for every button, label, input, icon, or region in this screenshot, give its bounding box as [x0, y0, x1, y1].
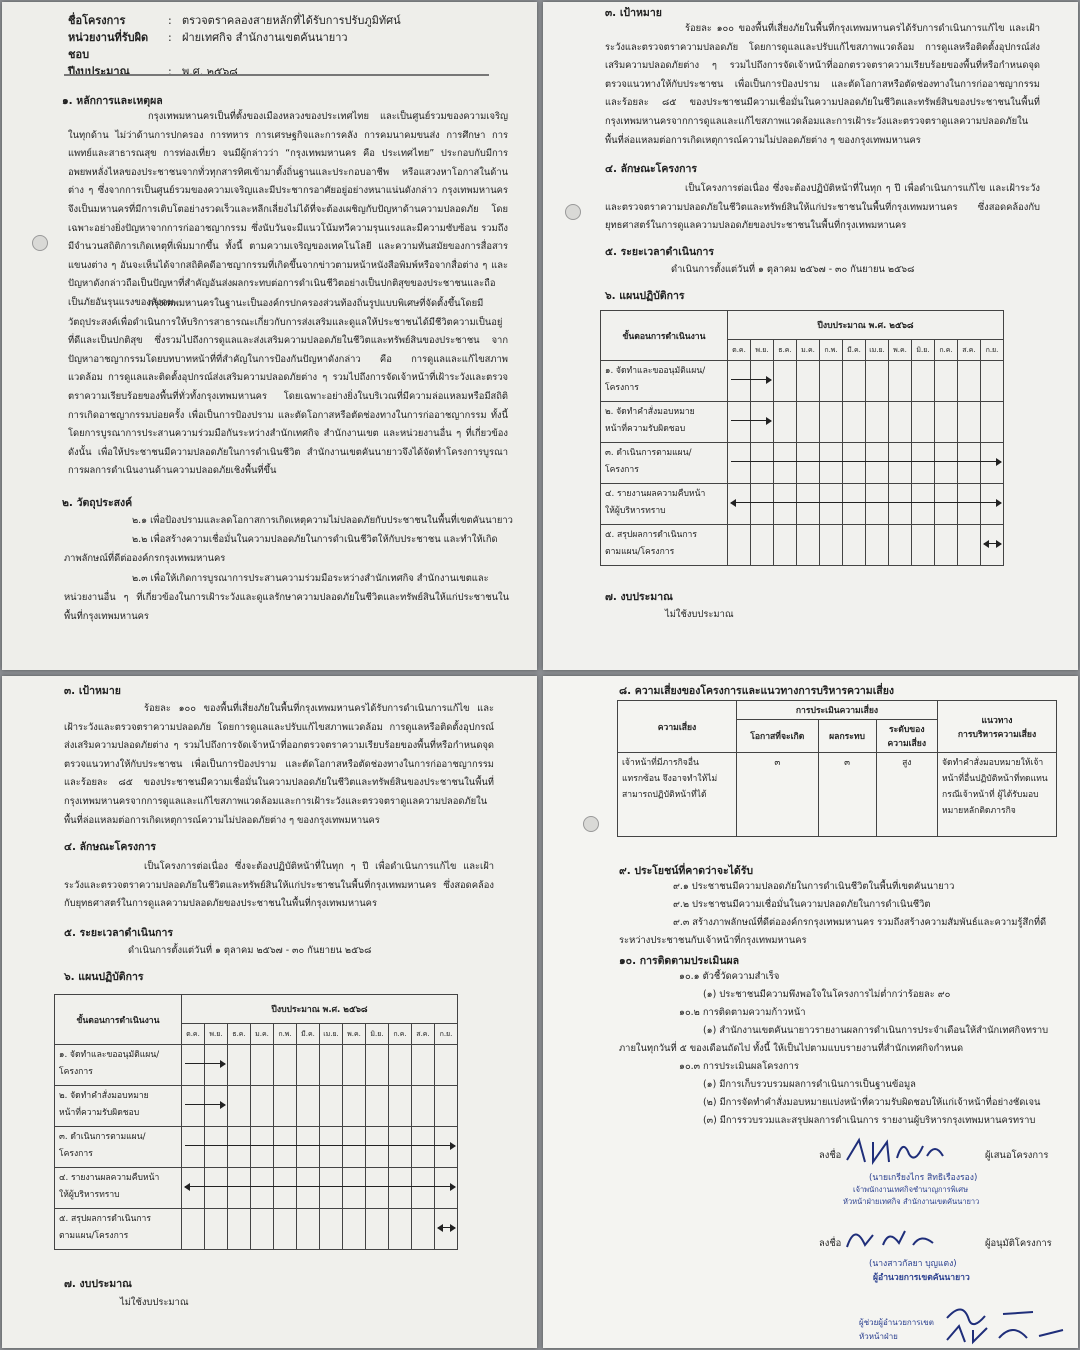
gantt-cell: [774, 361, 797, 402]
level-header: [876, 720, 937, 753]
gantt-bar-1: [731, 379, 771, 380]
gantt-task: [601, 443, 728, 484]
gantt-cell: [297, 1127, 320, 1168]
gantt-cell: [981, 361, 1004, 402]
gantt-task-line: โครงการ: [605, 465, 639, 475]
punch-hole: [565, 204, 581, 220]
signature-approver: [843, 1221, 963, 1255]
proposer-role: ผู้เสนอโครงการ: [985, 1150, 1049, 1161]
sign-label: ลงชื่อ: [819, 1238, 842, 1249]
gantt-month-header: ธ.ค.: [774, 340, 797, 361]
gantt-bar-4: [185, 1186, 455, 1187]
paragraph: เป็นโครงการต่อเนื่อง ซึ่งจะต้องปฏิบัติหน้าที่ในทุก ๆ ปี เพื่อดำเนินการแก้ไข และเฝ้าระวังและตรวจตราความปลอดภัยในชีวิตและทรัพย์สินให้แก่ประชาชนในพื้นที่กรุงเทพมหานคร ซึ่งสอดคล้องกับยุทธศาสตร์ในการดูแลความปลอดภัยของประชาชนในพื้นที่กรุงเทพมหานคร: [605, 183, 1040, 232]
gantt-cell: [728, 443, 751, 484]
guide-header: [938, 701, 1057, 753]
level-header-line: ระดับของ: [889, 725, 925, 735]
section-heading: ๒. วัตถุประสงค์: [62, 497, 133, 509]
paragraph: กรุงเทพมหานครเป็นที่ตั้งของเมืองหลวงของประเทศไทย และเป็นศูนย์รวมของความเจริญในทุกด้าน ไม่ว่าด้านการปกครอง การทหาร การเศรษฐกิจและการคลัง การคมนาคมขนส่ง การศึกษา การแพทย์และสาธารณสุข การท่องเที่ยว จนมีผู้กล่าวว่า “กรุงเทพมหานคร คือ ประเทศไทย” ประกอบกับมีการอพยพหลั่งไหลของประชาชนจากทั่วทุกสารทิศเข้ามาตั้งถิ่นฐานและประกอบอาชีพ หรือแสวงหาโอกาสในด้านต่าง ๆ ซึ่งจากการเป็นศูนย์รวมของความเจริญและมีประชากรอาศัยอยู่อย่างหนาแน่นดังกล่าว กรุงเทพมหานครจึงเป็นมหานครที่มีการเติบโตอย่างรวดเร็วและหลีกเลี่ยงไม่ได้ที่จะต้องเผชิญกับปัญหาด้านความปลอดภัย โดยเฉพาะอย่างยิ่งปัญหาจากการก่ออาชญากรรม ซึ่งนับวันจะมีแนวโน้มทวีความรุนแรงและมีความซับซ้อน รวมถึงมีจำนวนสถิติการเกิดเหตุที่เพิ่มมากขึ้น ทั้งนี้ ตามความเจริญของเทคโนโลยี และความทันสมัยของการสื่อสารแขนงต่าง ๆ อันจะเห็นได้จากสถิติคดีอาชญากรรมที่เกิดขึ้นจากข่าวตามหน้าหนังสือพิมพ์หรือจากสื่อต่าง ๆ และปัญหาดังกล่าวถือเป็นปัญหาที่สำคัญอันส่งผลกระทบต่อการดำเนินชีวิตอย่างเป็นปกติสุขของประชาชนและถือเป็นภัยอันรุนแรงของสังคม: [68, 111, 508, 308]
page-3: [2, 676, 537, 1348]
gantt-cell: [728, 402, 751, 443]
gantt-cell: [958, 443, 981, 484]
gantt-grid: [54, 994, 458, 1250]
list-item: (๑) ประชาชนมีความพึงพอใจในโครงการไม่ต่ำกว่าร้อยละ ๙๐: [703, 989, 951, 1000]
gantt-cell: [205, 1127, 228, 1168]
gantt-cell: [182, 1045, 205, 1086]
gantt-cell: [774, 525, 797, 566]
gantt-month-header: ก.พ.: [820, 340, 843, 361]
paragraph: ไม่ใช้งบประมาณ: [120, 1297, 189, 1308]
gantt-cell: [343, 1045, 366, 1086]
gantt-task: [55, 1045, 182, 1086]
gantt-cell: [366, 1086, 389, 1127]
gantt-month-header: พ.ย.: [751, 340, 774, 361]
list-item: ๑๐.๑ ตัวชี้วัดความสำเร็จ: [679, 971, 780, 982]
gantt-cell: [366, 1209, 389, 1250]
gantt-cell: [889, 443, 912, 484]
list-item: ๒.๒ เพื่อสร้างความเชื่อมั่นในความปลอดภัยในการดำเนินชีวิตให้กับประชาชน และทำให้เกิด: [132, 534, 498, 545]
gantt-cell: [866, 402, 889, 443]
gantt-cell: [797, 402, 820, 443]
gantt-cell: [797, 361, 820, 402]
eval-header: การประเมินความเสี่ยง: [737, 701, 938, 720]
gantt-cell: [228, 1209, 251, 1250]
gantt-cell: [297, 1086, 320, 1127]
list-item: ๒.๑ เพื่อป้องปรามและลดโอกาสการเกิดเหตุความไม่ปลอดภัยกับประชาชนในพื้นที่เขตคันนายาว: [132, 515, 513, 526]
section-heading: ๓. เป้าหมาย: [605, 7, 662, 19]
bottom-note: หัวหน้าฝ่าย: [859, 1332, 898, 1341]
gantt-task-line: หน้าที่ความรับผิดชอบ: [59, 1108, 140, 1118]
gantt-cell: [889, 402, 912, 443]
gantt-cell: [274, 1209, 297, 1250]
gantt-cell: [797, 443, 820, 484]
gantt-cell: [820, 443, 843, 484]
project-meta: ชื่อโครงการ : ตรวจตราคลองสายหลักที่ได้รับการปรับภูมิทัศน์ หน่วยงานที่รับผิดชอบ : ฝ่ายเทศกิจ สำนักงานเขตคันนายาว ปีงบประมาณ : พ.ศ. ๒๕๖๘: [68, 14, 401, 78]
gantt-month-header: ธ.ค.: [228, 1024, 251, 1045]
gantt-cell: [843, 361, 866, 402]
paragraph: ดำเนินการตั้งแต่วันที่ ๑ ตุลาคม ๒๕๖๗ - ๓๐ กันยายน ๒๕๖๘: [128, 945, 372, 956]
prob-cell: ๓: [737, 753, 819, 837]
gantt-task-line: ๓. ดำเนินการตามแผน/: [605, 448, 692, 458]
list-item: ระหว่างประชาชนกับเจ้าหน้าที่กรุงเทพมหานคร: [619, 935, 807, 946]
gantt-task: [601, 525, 728, 566]
paragraph: ร้อยละ ๑๐๐ ของพื้นที่เสี่ยงภัยในพื้นที่กรุงเทพมหานครได้รับการดำเนินการแก้ไข และเฝ้าระวังและตรวจตราความปลอดภัย โดยการดูแลและปรับแก้ไขสภาพแวดล้อม การดูแลหรือติดตั้งอุปกรณ์ส่งเสริมความปลอดภัยต่าง ๆ รวมไปถึงการจัดเจ้าหน้าที่ออกตรวจตราความเรียบร้อยของพื้นที่หรือกำหนดจุดตรวจแนวทางให้กับประชาชน เพื่อเป็นการป้องปราม และตัดโอกาสหรือตัดช่องทางในการก่ออาชญากรรม และร้อยละ ๘๕ ของประชาชนมีความเชื่อมั่นในความปลอดภัยในชีวิตและทรัพย์สินของประชาชนในพื้นที่กรุงเทพมหานครจากการดูแลและแก้ไขสภาพแวดล้อมและการเฝ้าระวังและตรวจตราดูแลความปลอดภัยในพื้นที่ล่อแหลมต่อการเกิดเหตุการณ์ความไม่ปลอดภัยต่าง ๆ ของกรุงเทพมหานคร: [64, 703, 494, 826]
gantt-task-line: ๒. จัดทำคำสั่งมอบหมาย: [59, 1091, 149, 1101]
gantt-cell: [958, 402, 981, 443]
gantt-month-header: เม.ย.: [320, 1024, 343, 1045]
list-item: หน่วยงานอื่น ๆ ที่เกี่ยวข้องในการเฝ้าระวังและดูแลรักษาความปลอดภัยในชีวิตและทรัพย์สินให้แก่ประชาชนในพื้นที่กรุงเทพมหานคร: [64, 592, 509, 622]
gantt-cell: [389, 1127, 412, 1168]
gantt-budget-header: ปีงบประมาณ พ.ศ. ๒๕๖๘: [728, 311, 1004, 340]
proposer-name: (นายเกรียงไกร สิทธิเรืองรอง): [869, 1173, 978, 1183]
gantt-task: [601, 484, 728, 525]
bottom-note: ผู้ช่วยผู้อำนวยการเขต: [859, 1318, 934, 1327]
paragraph: ร้อยละ ๑๐๐ ของพื้นที่เสี่ยงภัยในพื้นที่กรุงเทพมหานครได้รับการดำเนินการแก้ไข และเฝ้าระวังและตรวจตราความปลอดภัย โดยการดูแลและปรับแก้ไขสภาพแวดล้อม การดูแลหรือติดตั้งอุปกรณ์ส่งเสริมความปลอดภัยต่าง ๆ รวมไปถึงการจัดเจ้าหน้าที่ออกตรวจตราความเรียบร้อยของพื้นที่หรือกำหนดจุดตรวจแนวทางให้กับประชาชน เพื่อเป็นการป้องปราม และตัดโอกาสหรือตัดช่องทางในการก่ออาชญากรรม และร้อยละ ๘๕ ของประชาชนมีความเชื่อมั่นในความปลอดภัยในชีวิตและทรัพย์สินของประชาชนในพื้นที่กรุงเทพมหานครจากการดูแลและแก้ไขสภาพแวดล้อมและการเฝ้าระวังและตรวจตราดูแลความปลอดภัยในพื้นที่ล่อแหลมต่อการเกิดเหตุการณ์ความไม่ปลอดภัยต่าง ๆ ของกรุงเทพมหานคร: [605, 23, 1040, 146]
gantt-bar-2: [185, 1104, 225, 1105]
gantt-cell: [366, 1127, 389, 1168]
gantt-cell: [297, 1168, 320, 1209]
gantt-cell: [412, 1127, 435, 1168]
section-heading: ๘. ความเสี่ยงของโครงการและแนวทางการบริหารความเสี่ยง: [619, 685, 894, 697]
list-item: (๒) มีการจัดทำคำสั่งมอบหมายแบ่งหน้าที่ความรับผิดชอบให้แก่เจ้าหน้าที่อย่างชัดเจน: [703, 1097, 1041, 1108]
level-header-line: ความเสี่ยง: [887, 739, 927, 749]
page-2: [543, 2, 1078, 670]
gantt-task-line: ๔. รายงานผลความคืบหน้า: [605, 489, 706, 499]
gantt-budget-header: ปีงบประมาณ พ.ศ. ๒๕๖๘: [182, 995, 458, 1024]
risk-table: [617, 700, 1057, 837]
gantt-cell: [912, 443, 935, 484]
gantt-cell: [205, 1209, 228, 1250]
gantt-cell: [889, 525, 912, 566]
gantt-task-line: โครงการ: [59, 1149, 93, 1159]
gantt-cell: [228, 1168, 251, 1209]
gantt-task: [55, 1168, 182, 1209]
gantt-cell: [820, 402, 843, 443]
page-4: [543, 676, 1078, 1348]
risk-header: ความเสี่ยง: [618, 701, 737, 753]
paragraph: กรุงเทพมหานครในฐานะเป็นองค์กรปกครองส่วนท้องถิ่นรูปแบบพิเศษที่จัดตั้งขึ้นโดยมีวัตถุประสงค์เพื่อดำเนินการให้บริการสาธารณะเกี่ยวกับการส่งเสริมและดูแลให้ประชาชนได้มีชีวิตความเป็นอยู่ที่ดีและเป็นปกติสุข ซึ่งรวมไปถึงการดูแลและส่งเสริมความปลอดภัยในชีวิตและทรัพย์สินของประชาชน จากปัญหาอาชญากรรมโดยบทบาทหน้าที่ที่สำคัญในการป้องกันปัญหาดังกล่าว คือ การดูแลและแก้ไขสภาพแวดล้อม การดูแลและติดตั้งอุปกรณ์ส่งเสริมความปลอดภัยต่าง ๆ รวมไปถึงการจัดเจ้าหน้าที่เฝ้าระวังและตรวจตราความเรียบร้อยของพื้นที่ทั่วทั้งกรุงเทพมหานคร โดยเฉพาะอย่างยิ่งในบริเวณที่มีความล่อแหลมหรือมีสถิติการเกิดอาชญากรรมบ่อยครั้ง เพื่อเป็นการป้องปราม และตัดโอกาสหรือตัดช่องทางในการก่ออาชญากรรม ทั้งนี้ โดยการบูรณาการประสานความร่วมมือกันระหว่างสำนักเทศกิจ สำนักงานเขต และหน่วยงานอื่น ๆ ที่เกี่ยวข้อง ดังนั้น เพื่อให้ประชาชนมีความปลอดภัยในการดำเนินชีวิต สำนักงานเขตคันนายาวจึงได้จัดทำโครงการบูรณาการผลการดำเนินงานด้านความปลอดภัยเชิงพื้นที่ขึ้น: [68, 298, 508, 477]
gantt-cell: [412, 1086, 435, 1127]
gantt-cell: [912, 402, 935, 443]
gantt-cell: [297, 1045, 320, 1086]
gantt-cell: [412, 1045, 435, 1086]
gantt-cell: [389, 1045, 412, 1086]
gantt-cell: [320, 1127, 343, 1168]
gantt-cell: [751, 525, 774, 566]
gantt-task: [55, 1086, 182, 1127]
gantt-cell: [228, 1045, 251, 1086]
gantt-task: [601, 361, 728, 402]
gantt-task-line: ตามแผน/โครงการ: [605, 547, 675, 557]
approver-name: (นางสาวกัลยา บุญแตง): [869, 1259, 957, 1269]
gantt-cell: [935, 525, 958, 566]
gantt-task-line: ตามแผน/โครงการ: [59, 1231, 129, 1241]
gantt-bar-3: [731, 461, 1001, 462]
gantt-month-header: ก.ย.: [981, 340, 1004, 361]
meta-value: พ.ศ. ๒๕๖๘: [182, 65, 238, 78]
section-heading: ๗. งบประมาณ: [605, 591, 673, 603]
gantt-month-header: ต.ค.: [182, 1024, 205, 1045]
gantt-task-line: โครงการ: [59, 1067, 93, 1077]
gantt-task: [55, 1127, 182, 1168]
gantt-cell: [343, 1168, 366, 1209]
gantt-cell: [343, 1086, 366, 1127]
gantt-task-line: โครงการ: [605, 383, 639, 393]
gantt-month-header: ก.ย.: [435, 1024, 458, 1045]
section-heading: ๑. หลักการและเหตุผล: [62, 95, 163, 107]
list-item: ๙.๒ ประชาชนมีความเชื่อมั่นในความปลอดภัยในการดำเนินชีวิต: [673, 899, 931, 910]
gantt-month-header: พ.ย.: [205, 1024, 228, 1045]
gantt-task-line: ๑. จัดทำและขออนุมัติแผน/: [59, 1050, 160, 1060]
proposer-title: เจ้าพนักงานเทศกิจชำนาญการพิเศษ: [853, 1185, 969, 1194]
gantt-month-header: มี.ค.: [843, 340, 866, 361]
gantt-cell: [435, 1045, 458, 1086]
level-cell: สูง: [876, 753, 937, 837]
gantt-task: [55, 1209, 182, 1250]
list-item: ๑๐.๒ การติดตามความก้าวหน้า: [679, 1007, 806, 1018]
gantt-step-header: ขั้นตอนการดำเนินงาน: [55, 995, 182, 1045]
list-item: (๓) มีการรวบรวมและสรุปผลการดำเนินการ รายงานผู้บริหารกรุงเทพมหานครทราบ: [703, 1115, 1036, 1126]
gantt-cell: [774, 484, 797, 525]
impact-header: ผลกระทบ: [818, 720, 876, 753]
gantt-cell: [251, 1086, 274, 1127]
gantt-cell: [366, 1045, 389, 1086]
gantt-cell: [797, 484, 820, 525]
signature-proposer: [843, 1134, 973, 1168]
gantt-step-header: ขั้นตอนการดำเนินงาน: [601, 311, 728, 361]
meta-value: ตรวจตราคลองสายหลักที่ได้รับการปรับภูมิทัศน์: [182, 14, 401, 27]
gantt-cell: [958, 525, 981, 566]
gantt-cell: [251, 1127, 274, 1168]
gantt-cell: [274, 1045, 297, 1086]
gantt-month-header: ส.ค.: [958, 340, 981, 361]
gantt-month-header: มิ.ย.: [366, 1024, 389, 1045]
gantt-cell: [866, 361, 889, 402]
gantt-cell: [958, 484, 981, 525]
gantt-grid: [600, 310, 1004, 566]
paragraph: ดำเนินการตั้งแต่วันที่ ๑ ตุลาคม ๒๕๖๗ - ๓๐ กันยายน ๒๕๖๘: [671, 264, 915, 275]
gantt-task-line: ๕. สรุปผลการดำเนินการ: [59, 1214, 151, 1224]
list-item: (๑) สำนักงานเขตคันนายาวรายงานผลการดำเนินการประจำเดือนให้สำนักเทศกิจทราบ: [703, 1025, 1049, 1036]
gantt-cell: [320, 1168, 343, 1209]
gantt-cell: [389, 1168, 412, 1209]
section-heading: ๑๐. การติดตามประเมินผล: [619, 955, 740, 967]
gantt-task-line: ๒. จัดทำคำสั่งมอบหมาย: [605, 407, 695, 417]
gantt-cell: [343, 1127, 366, 1168]
gantt-bar-5: [438, 1227, 455, 1228]
section-heading: ๕. ระยะเวลาดำเนินการ: [64, 927, 174, 939]
header-rule: [64, 74, 489, 76]
prob-header: โอกาสที่จะเกิด: [737, 720, 819, 753]
section-heading: ๔. ลักษณะโครงการ: [605, 163, 698, 175]
gantt-cell: [205, 1168, 228, 1209]
gantt-cell: [866, 443, 889, 484]
gantt-cell: [728, 361, 751, 402]
gantt-month-header: พ.ค.: [889, 340, 912, 361]
gantt-month-header: มี.ค.: [297, 1024, 320, 1045]
paragraph: เป็นโครงการต่อเนื่อง ซึ่งจะต้องปฏิบัติหน้าที่ในทุก ๆ ปี เพื่อดำเนินการแก้ไข และเฝ้าระวังและตรวจตราความปลอดภัยในชีวิตและทรัพย์สินให้แก่ประชาชนในพื้นที่กรุงเทพมหานคร ซึ่งสอดคล้องกับยุทธศาสตร์ในการดูแลความปลอดภัยของประชาชนในพื้นที่กรุงเทพมหานคร: [64, 861, 494, 910]
gantt-cell: [412, 1209, 435, 1250]
guide-header-line: การบริหารความเสี่ยง: [957, 729, 1037, 740]
gantt-task-line: ให้ผู้บริหารทราบ: [59, 1190, 120, 1200]
gantt-cell: [889, 484, 912, 525]
section-heading: ๗. งบประมาณ: [64, 1278, 132, 1290]
gantt-cell: [182, 1209, 205, 1250]
punch-hole: [583, 816, 599, 832]
list-item: ๒.๓ เพื่อให้เกิดการบูรณาการประสานความร่วมมือระหว่างสำนักเทศกิจ สำนักงานเขตและ: [132, 573, 489, 584]
list-item: (๑) มีการเก็บรวบรวมผลการดำเนินการเป็นฐานข้อมูล: [703, 1079, 916, 1090]
gantt-month-header: ม.ค.: [251, 1024, 274, 1045]
list-item: ๙.๑ ประชาชนมีความปลอดภัยในการดำเนินชีวิตในพื้นที่เขตคันนายาว: [673, 881, 955, 892]
gantt-cell: [251, 1209, 274, 1250]
gantt-month-header: ม.ค.: [797, 340, 820, 361]
section-heading: ๖. แผนปฏิบัติการ: [64, 971, 144, 983]
meta-label: ปีงบประมาณ: [68, 65, 130, 78]
sign-label: ลงชื่อ: [819, 1150, 842, 1161]
gantt-cell: [912, 361, 935, 402]
paragraph: ไม่ใช้งบประมาณ: [665, 609, 734, 620]
gantt-month-header: เม.ย.: [866, 340, 889, 361]
gantt-cell: [182, 1127, 205, 1168]
approver-title: ผู้อำนวยการเขตคันนายาว: [873, 1273, 970, 1283]
punch-hole: [32, 235, 48, 251]
guide-cell: จัดทำคำสั่งมอบหมายให้เจ้าหน้าที่อื่นปฏิบัติหน้าที่ทดแทน กรณีเจ้าหน้าที่ ผู้ได้รับมอบหมายหลักติดภารกิจ: [938, 753, 1057, 837]
gantt-cell: [435, 1086, 458, 1127]
gantt-cell: [228, 1127, 251, 1168]
gantt-cell: [274, 1127, 297, 1168]
page-1: [2, 2, 537, 670]
gantt-bar-5: [984, 543, 1001, 544]
section-heading: ๓. เป้าหมาย: [64, 685, 121, 697]
gantt-bar-3: [185, 1145, 455, 1146]
section-heading: ๔. ลักษณะโครงการ: [64, 841, 157, 853]
impact-cell: ๓: [818, 753, 876, 837]
section-heading: ๙. ประโยชน์ที่คาดว่าจะได้รับ: [619, 865, 754, 877]
gantt-cell: [797, 525, 820, 566]
gantt-task-line: ๔. รายงานผลความคืบหน้า: [59, 1173, 160, 1183]
gantt-task: [601, 402, 728, 443]
gantt-cell: [935, 361, 958, 402]
gantt-task-line: ๑. จัดทำและขออนุมัติแผน/: [605, 366, 706, 376]
gantt-month-header: ก.ค.: [389, 1024, 412, 1045]
gantt-cell: [751, 484, 774, 525]
gantt-cell: [912, 484, 935, 525]
gantt-cell: [912, 525, 935, 566]
meta-label: ชื่อโครงการ: [68, 14, 126, 27]
list-item: ภาพลักษณ์ที่ดีต่อองค์กรกรุงเทพมหานคร: [64, 553, 226, 564]
gantt-month-header: ก.พ.: [274, 1024, 297, 1045]
gantt-cell: [958, 361, 981, 402]
gantt-cell: [935, 443, 958, 484]
gantt-month-header: ส.ค.: [412, 1024, 435, 1045]
list-item: ๑๐.๓ การประเมินผลโครงการ: [679, 1061, 799, 1072]
gantt-task-line: ให้ผู้บริหารทราบ: [605, 506, 666, 516]
gantt-cell: [320, 1209, 343, 1250]
gantt-cell: [774, 402, 797, 443]
gantt-cell: [843, 402, 866, 443]
gantt-cell: [251, 1045, 274, 1086]
gantt-cell: [412, 1168, 435, 1209]
gantt-cell: [366, 1168, 389, 1209]
gantt-cell: [343, 1209, 366, 1250]
gantt-cell: [728, 525, 751, 566]
gantt-cell: [820, 525, 843, 566]
gantt-cell: [274, 1086, 297, 1127]
signature-bottom: [943, 1300, 1073, 1346]
gantt-bar-1: [185, 1063, 225, 1064]
gantt-month-header: มิ.ย.: [912, 340, 935, 361]
gantt-task-line: หน้าที่ความรับผิดชอบ: [605, 424, 686, 434]
section-heading: ๖. แผนปฏิบัติการ: [605, 290, 685, 302]
gantt-cell: [320, 1086, 343, 1127]
gantt-month-header: พ.ค.: [343, 1024, 366, 1045]
risk-cell: เจ้าหน้าที่มีภารกิจอื่นแทรกซ้อน จึงอาจทำให้ไม่สามารถปฏิบัติหน้าที่ได้: [618, 753, 737, 837]
proposer-title: หัวหน้าฝ่ายเทศกิจ สำนักงานเขตคันนายาว: [843, 1197, 980, 1206]
gantt-cell: [935, 402, 958, 443]
gantt-cell: [866, 484, 889, 525]
guide-header-line: แนวทาง: [981, 715, 1013, 726]
gantt-cell: [182, 1086, 205, 1127]
approver-role: ผู้อนุมัติโครงการ: [985, 1238, 1052, 1249]
gantt-month-header: ต.ค.: [728, 340, 751, 361]
gantt-task-line: ๓. ดำเนินการตามแผน/: [59, 1132, 146, 1142]
gantt-cell: [889, 361, 912, 402]
gantt-cell: [866, 525, 889, 566]
gantt-month-header: ก.ค.: [935, 340, 958, 361]
gantt-cell: [389, 1086, 412, 1127]
gantt-cell: [274, 1168, 297, 1209]
gantt-cell: [820, 484, 843, 525]
list-item: ภายในทุกวันที่ ๕ ของเดือนถัดไป ทั้งนี้ ให้เป็นไปตามแบบรายงานที่สำนักเทศกิจกำหนด: [619, 1043, 964, 1054]
gantt-cell: [251, 1168, 274, 1209]
gantt-task-line: ๕. สรุปผลการดำเนินการ: [605, 530, 697, 540]
gantt-cell: [981, 402, 1004, 443]
gantt-cell: [935, 484, 958, 525]
list-item: ๙.๓ สร้างภาพลักษณ์ที่ดีต่อองค์กรกรุงเทพมหานคร รวมถึงสร้างความสัมพันธ์และความรู้สึกที่ดี: [673, 917, 1047, 928]
gantt-cell: [297, 1209, 320, 1250]
gantt-cell: [843, 525, 866, 566]
gantt-cell: [389, 1209, 412, 1250]
gantt-cell: [843, 443, 866, 484]
section-heading: ๕. ระยะเวลาดำเนินการ: [605, 246, 715, 258]
gantt-bar-2: [731, 420, 771, 421]
gantt-bar-4: [731, 502, 1001, 503]
gantt-cell: [774, 443, 797, 484]
meta-label: หน่วยงานที่รับผิดชอบ: [68, 31, 149, 61]
gantt-cell: [820, 361, 843, 402]
gantt-cell: [228, 1086, 251, 1127]
gantt-cell: [320, 1045, 343, 1086]
gantt-cell: [843, 484, 866, 525]
meta-value: ฝ่ายเทศกิจ สำนักงานเขตคันนายาว: [182, 31, 348, 44]
gantt-cell: [751, 443, 774, 484]
